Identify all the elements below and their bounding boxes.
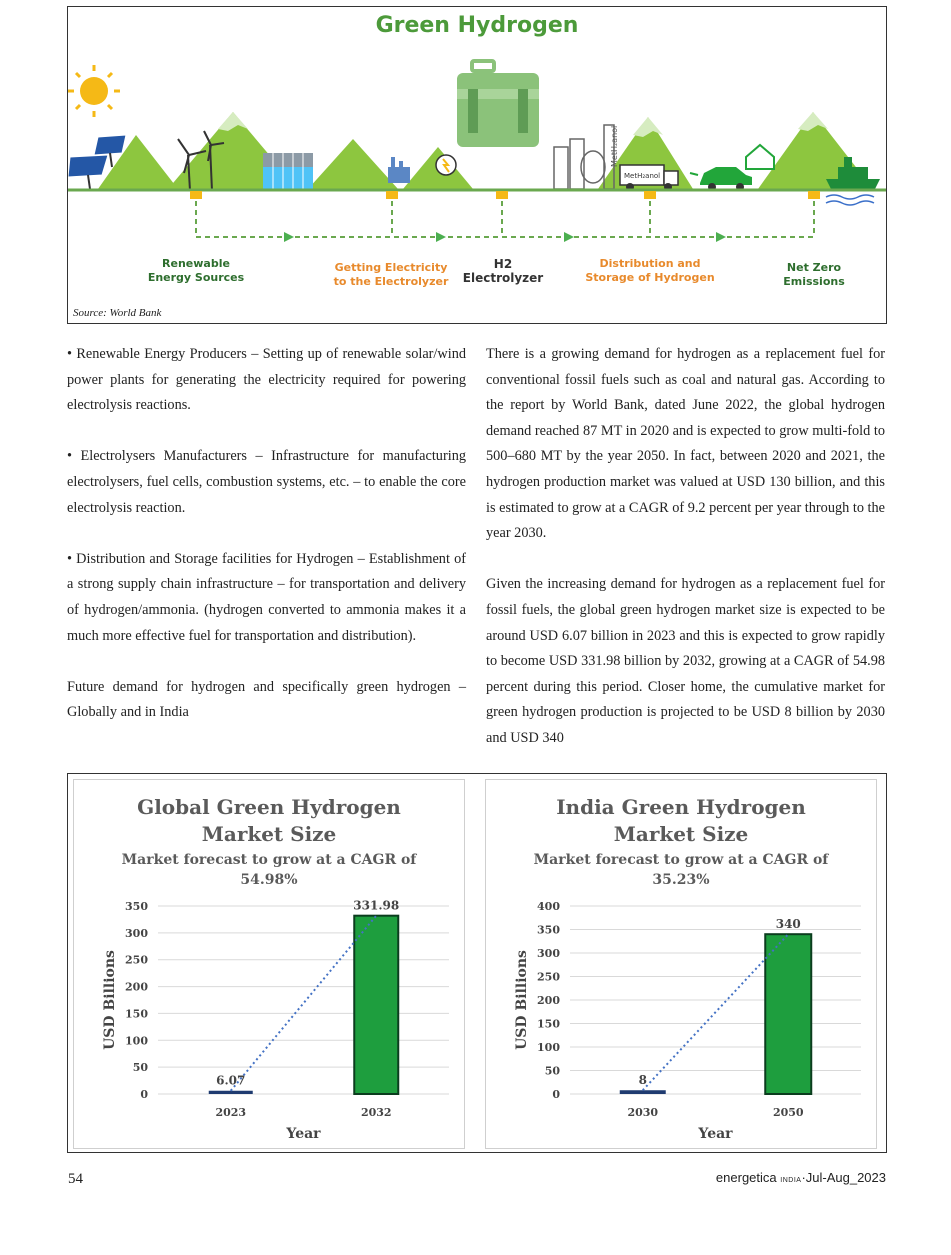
y-tick-label: 100 xyxy=(537,1041,560,1054)
body-column-left xyxy=(67,342,466,752)
x-tick-label: 2032 xyxy=(360,1106,392,1119)
stage-net-zero-emissions: Net Zero Emissions xyxy=(783,261,845,288)
y-tick-label: 300 xyxy=(537,947,560,960)
y-tick-label: 300 xyxy=(125,926,148,940)
x-axis-label: Year xyxy=(286,1126,321,1142)
green-house-icon xyxy=(746,145,774,169)
chart-title-line: Global Green Hydrogen xyxy=(137,795,401,819)
data-label: 340 xyxy=(775,917,801,932)
x-tick-label: 2030 xyxy=(627,1106,659,1119)
chart-title-line: India Green Hydrogen xyxy=(556,795,806,819)
india-green-hydrogen-chart xyxy=(486,780,882,1148)
global-chart-panel xyxy=(73,779,465,1149)
charts-frame xyxy=(67,773,887,1153)
bar xyxy=(354,916,398,1094)
chart-title-line: Market Size xyxy=(201,822,337,846)
x-tick-label: 2050 xyxy=(772,1106,804,1119)
data-label: 331.98 xyxy=(353,898,400,913)
data-label: 8 xyxy=(638,1073,647,1088)
magazine-country: INDIA xyxy=(780,1177,802,1184)
x-tick-label: 2023 xyxy=(215,1106,247,1119)
paragraph-future-demand-heading: Future demand for hydrogen and specifically green hydrogen – Globally and in India xyxy=(67,678,466,721)
data-label: 6.07 xyxy=(216,1073,246,1088)
paragraph-growing-demand: There is a growing demand for hydrogen as a replacement fuel for conventional fossil fuels such as coal and natural gas. According to the report by World Bank, dated June 2022, the global hydrogen demand reached 87 MT in 2020 and is expected to grow multi-fold to 500–680 MT by the year 2050. In fact, between 2020 and 2021, the hydrogen production market was valued at USD 130 billion, and this is estimated to grow at a CAGR of 9.2 percent per year through to the year 2030. xyxy=(486,346,886,542)
paragraph-electrolysers-manufacturers: • Electrolysers Manufacturers – Infrastructure for manufacturing electrolysers, fuel cells, combustion systems, etc. – to enable the core electrolysis reaction. xyxy=(67,448,466,516)
stage-h2-electrolyzer: H2 Electrolyzer xyxy=(462,257,544,285)
magazine-name: energetica xyxy=(715,1170,777,1185)
bar xyxy=(620,1090,666,1094)
green-hydrogen-infographic xyxy=(67,6,887,324)
chart-subtitle-line: 54.98% xyxy=(240,872,298,888)
global-green-hydrogen-chart xyxy=(74,780,464,1148)
y-tick-label: 100 xyxy=(125,1034,148,1048)
stage-getting-electricity: Getting Electricity to the Electrolyzer xyxy=(333,261,449,288)
stage-distribution-storage: Distribution and Storage of Hydrogen xyxy=(585,257,715,284)
pipeline xyxy=(68,190,886,242)
y-tick-label: 250 xyxy=(125,953,148,967)
paragraph-distribution-storage: • Distribution and Storage facilities for Hydrogen – Establishment of a strong supply chain infrastructure – for transportation and delivery of hydrogen/ammonia. (hydrogen converted to ammonia makes it a much more effective fuel for transportation and distribution). xyxy=(67,550,466,644)
stage-renewable-energy-sources: Renewable Energy Sources xyxy=(147,257,245,284)
y-tick-label: 50 xyxy=(132,1061,148,1075)
page-number: 54 xyxy=(68,1171,83,1187)
india-chart-panel xyxy=(485,779,877,1149)
y-tick-label: 0 xyxy=(552,1088,560,1101)
y-tick-label: 350 xyxy=(537,923,560,937)
y-axis-label: USD Billions xyxy=(102,950,118,1050)
sun-icon xyxy=(68,65,120,117)
bar xyxy=(765,934,811,1094)
paragraph-renewable-producers: • Renewable Energy Producers – Setting up of renewable solar/wind power plants for generating the electricity required for powering electrolysis reactions. xyxy=(67,346,466,414)
paragraph-market-size: Given the increasing demand for hydrogen as a replacement fuel for fossil fuels, the global green hydrogen market size is expected to be around USD 6.07 billion in 2023 and this is expected to grow rapidly to become USD 331.98 billion by 2032, growing at a CAGR of 54.98 percent during this period. Closer home, the cumulative market for green hydrogen production is projected to be USD 8 billion by 2030 and USD 340 xyxy=(486,576,885,746)
y-tick-label: 0 xyxy=(140,1088,148,1101)
chart-subtitle-line: Market forecast to grow at a CAGR of xyxy=(533,852,829,868)
y-tick-label: 200 xyxy=(537,994,560,1007)
y-tick-label: 400 xyxy=(537,900,560,913)
y-axis-label: USD Billions xyxy=(514,950,530,1050)
electrolyzer-icon xyxy=(457,61,539,147)
y-tick-label: 250 xyxy=(537,970,560,984)
electric-car-icon xyxy=(690,167,752,191)
y-tick-label: 350 xyxy=(125,900,148,913)
chart-subtitle-line: 35.23% xyxy=(652,872,710,888)
y-tick-label: 150 xyxy=(125,1007,148,1021)
x-axis-label: Year xyxy=(698,1126,733,1142)
y-tick-label: 150 xyxy=(537,1017,560,1031)
methanol-vertical-label: MetH₂anol xyxy=(610,125,619,167)
y-tick-label: 200 xyxy=(125,980,148,994)
magazine-issue: ·Jul-Aug_2023 xyxy=(801,1170,886,1185)
hydro-dam-icon xyxy=(263,153,313,189)
infographic-source: Source: World Bank xyxy=(73,307,162,319)
bar xyxy=(209,1091,253,1094)
body-column-right xyxy=(486,342,885,777)
chart-subtitle-line: Market forecast to grow at a CAGR of xyxy=(121,852,417,868)
infographic-title: Green Hydrogen xyxy=(375,13,579,38)
magazine-footer xyxy=(600,1170,886,1185)
truck-label: MetH₂anol xyxy=(624,172,661,180)
y-tick-label: 50 xyxy=(544,1064,560,1078)
chart-title-line: Market Size xyxy=(613,822,749,846)
